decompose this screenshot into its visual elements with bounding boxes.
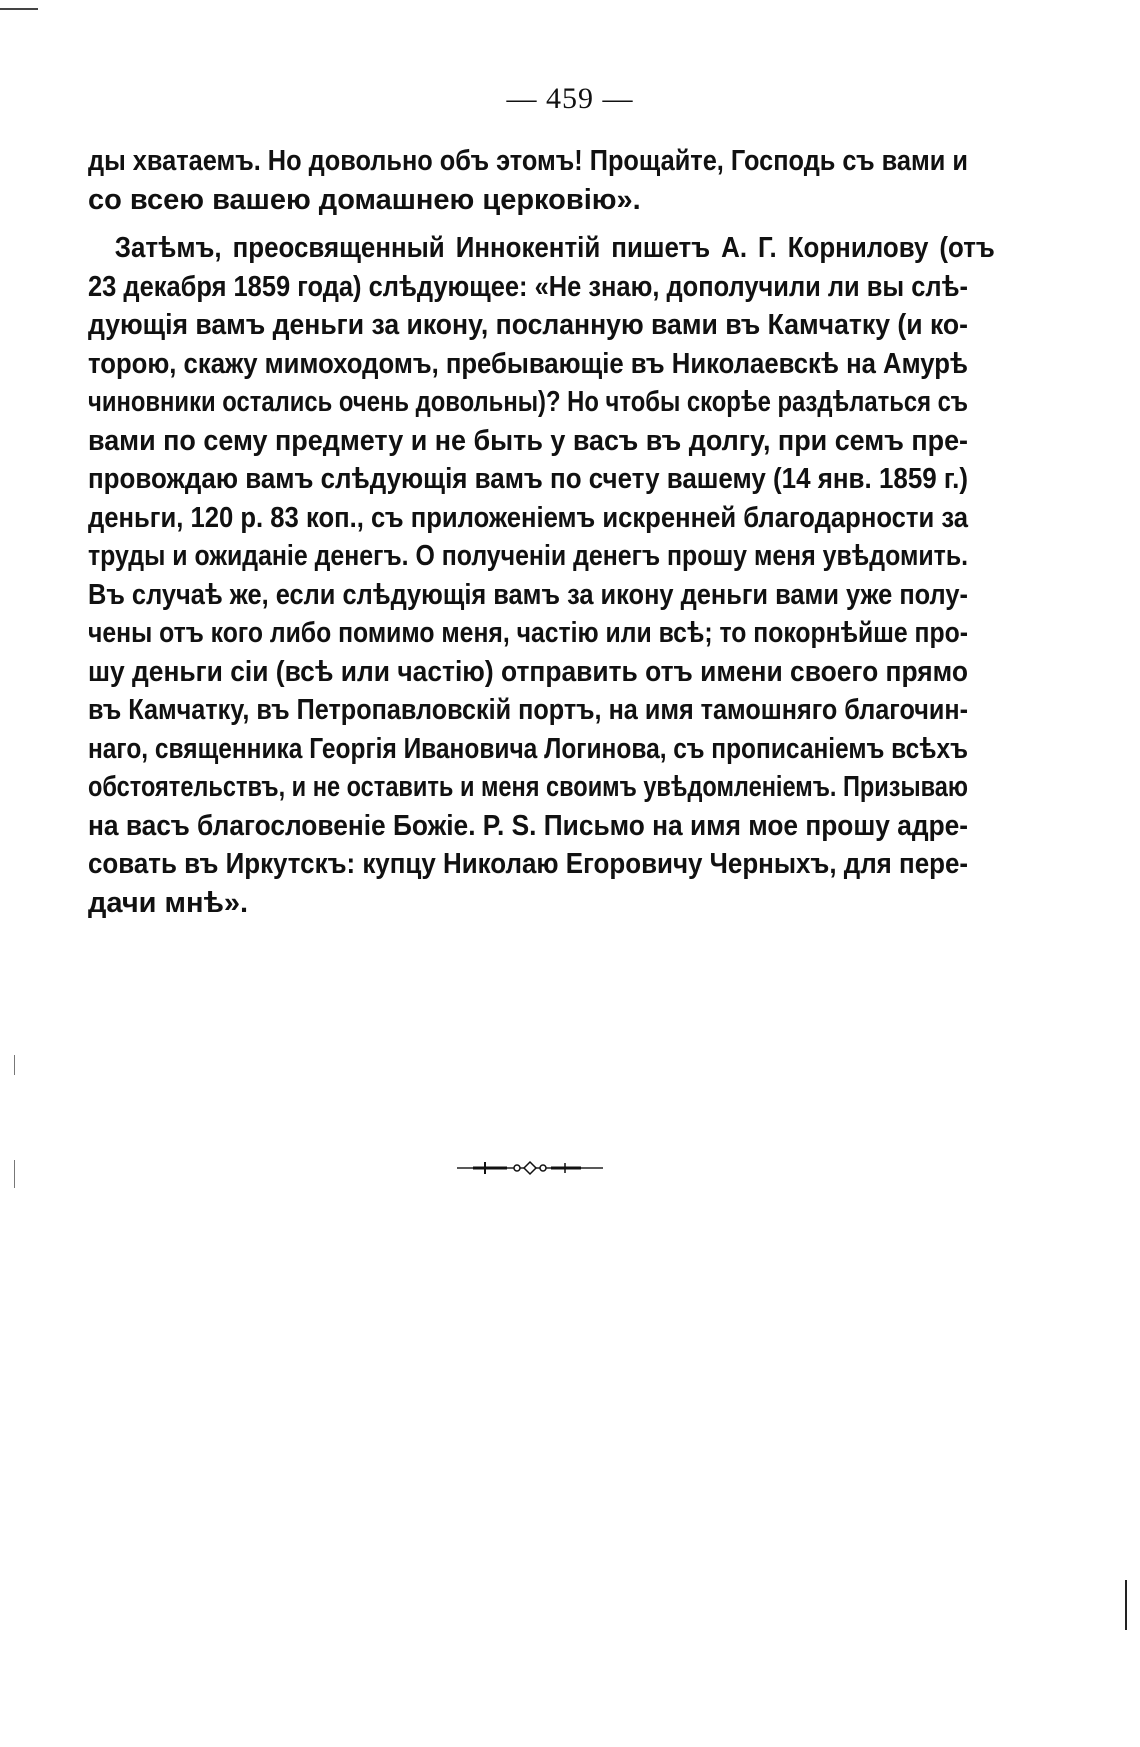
text-line: ды хватаемъ. Но довольно объ этомъ! Прощайте, Господь съ вами и (88, 145, 968, 177)
text-line: труды и ожиданiе денегъ. О полученiи денегъ прошу меня увѣдомить. (88, 540, 969, 572)
text-line: провождаю вамъ слѣдующiя вамъ по счету вашему (14 янв. 1859 г.) (88, 463, 968, 495)
text-line: дачи мнѣ». (88, 886, 249, 919)
text-line: въ Камчатку, въ Петропавловскiй портъ, на имя тамошняго благочин- (88, 694, 968, 726)
end-ornament-icon (455, 1160, 605, 1176)
page-number: — 459 — (506, 82, 634, 115)
text-line: шу деньги сiи (всѣ или частiю) отправить отъ имени своего прямо (88, 655, 969, 688)
text-line: Затѣмъ, преосвященный Иннокентiй пишетъ А. Г. Корнилову (отъ (114, 232, 995, 264)
scan-edge-rule (0, 8, 38, 10)
text-line: совать въ Иркутскъ: купцу Николаю Егоровичу Черныхъ, для пере- (88, 848, 969, 880)
text-line: вами по сему предмету и не быть у васъ въ долгу, при семъ пре- (88, 424, 969, 457)
text-line: дующiя вамъ деньги за икону, посланную вами въ Камчатку (и ко- (88, 309, 969, 341)
scan-artifact (14, 1055, 15, 1075)
text-line: чиновники остались очень довольны)? Но чтобы скорѣе раздѣлаться съ (88, 386, 968, 418)
text-line: чены отъ кого либо помимо меня, частiю или всѣ; то покорнѣйше про- (88, 617, 968, 649)
body-text (88, 142, 995, 922)
paragraph-1 (88, 142, 968, 219)
text-line: деньги, 120 р. 83 коп., съ приложенiемъ искренней благодарности за (88, 501, 969, 534)
text-line: со всею вашею домашнею церковiю». (88, 183, 641, 216)
text-line: 23 декабря 1859 года) слѣдующее: «Не знаю, дополучили ли вы слѣ- (88, 270, 968, 303)
scan-artifact (14, 1160, 15, 1188)
text-line: обстоятельствъ, и не оставить и меня своимъ увѣдомленiемъ. Призываю (88, 771, 968, 803)
text-line: Въ случаѣ же, если слѣдующiя вамъ за икону деньги вами уже полу- (88, 578, 968, 611)
text-line: торою, скажу мимоходомъ, пребывающiе въ Николаевскѣ на Амурѣ (88, 347, 968, 380)
text-line: наго, священника Георгiя Ивановича Логинова, съ прописанiемъ всѣхъ (88, 732, 968, 765)
text-line: на васъ благословенiе Божiе. P. S. Письмо на имя мое прошу адре- (88, 809, 969, 842)
scan-artifact (1125, 1580, 1127, 1630)
paragraph-2 (88, 229, 995, 922)
